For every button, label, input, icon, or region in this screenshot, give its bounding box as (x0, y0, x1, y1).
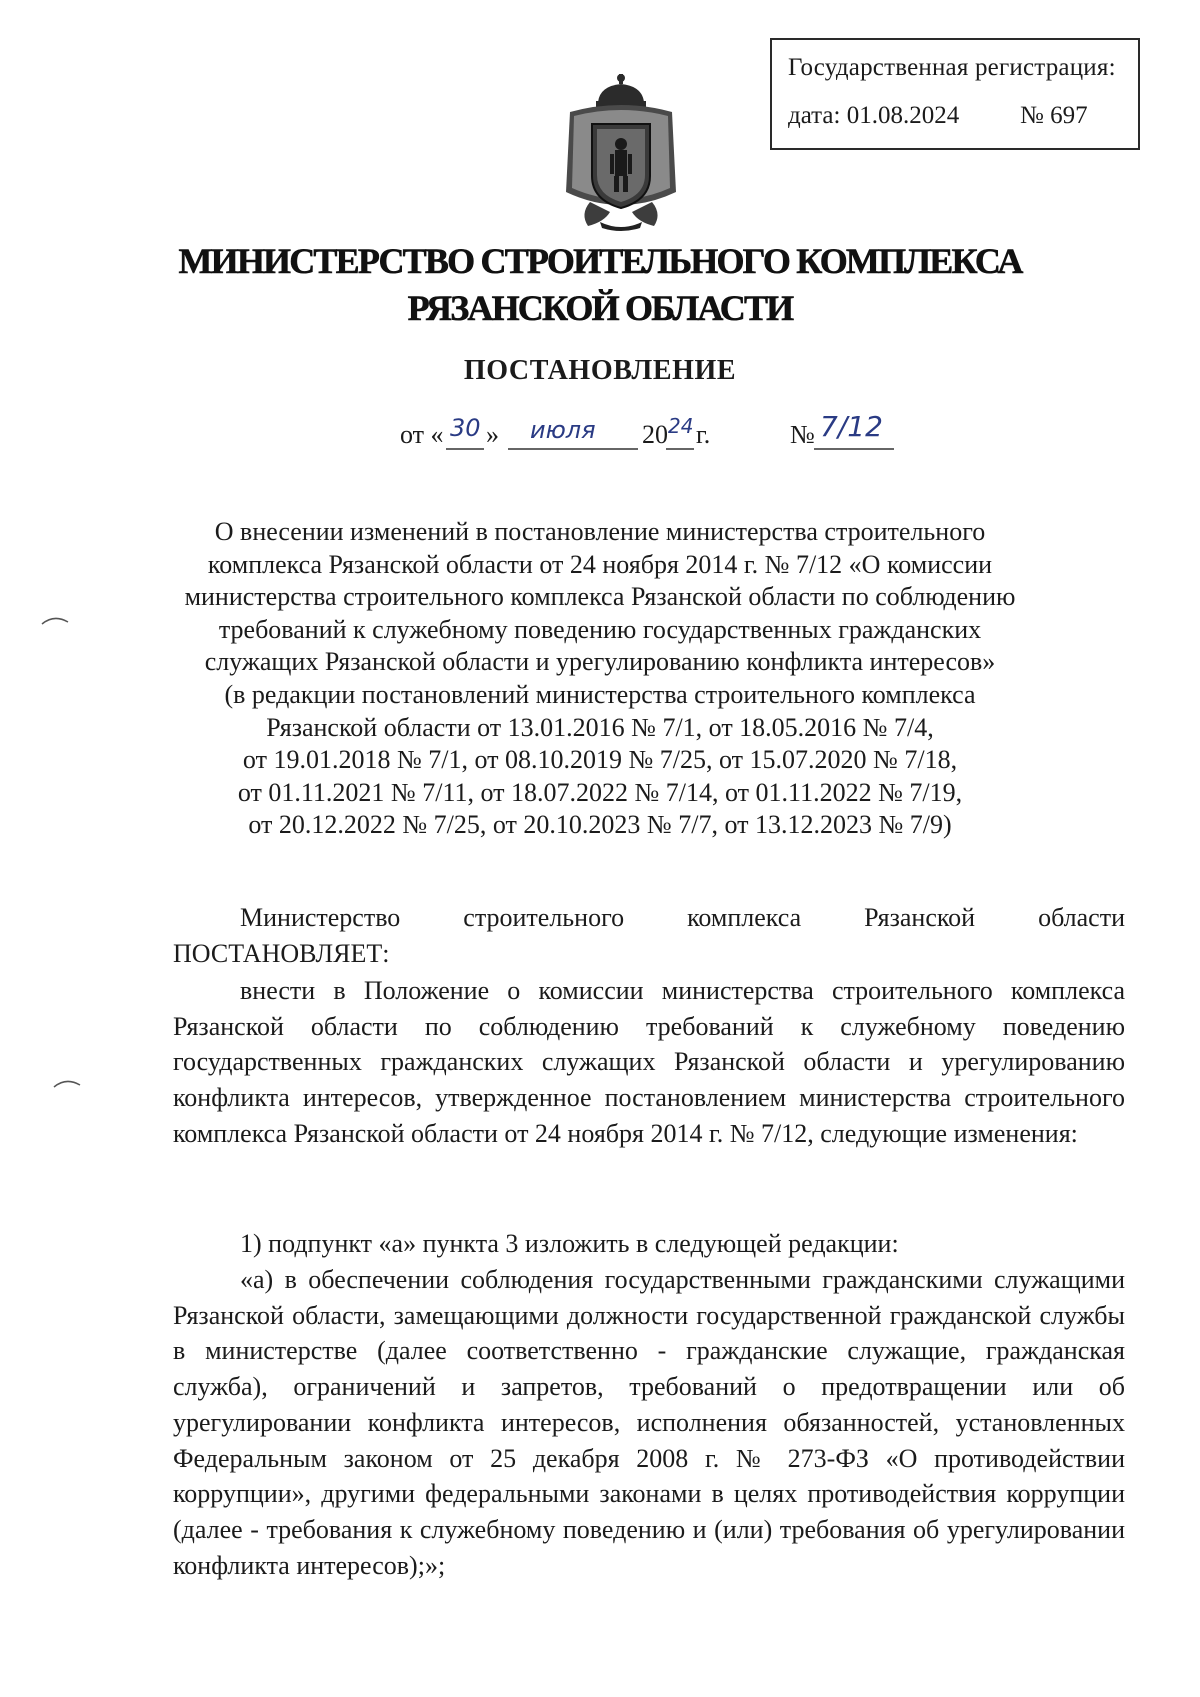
title-line: от 20.12.2022 № 7/25, от 20.10.2023 № 7/7, от 13.12.2023 № 7/9) (248, 810, 952, 840)
title-line: служащих Рязанской области и урегулированию конфликта интересов» (204, 647, 996, 677)
title-line: Рязанской области от 13.01.2016 № 7/1, от 18.05.2016 № 7/4, (266, 712, 934, 742)
day-underline (446, 448, 484, 451)
registration-stamp (770, 38, 1140, 150)
intro-paragraph-block (173, 973, 1125, 1152)
year-prefix: 20 (642, 420, 668, 449)
date-number-line (400, 410, 920, 470)
scan-mark-icon (40, 612, 70, 626)
document-title (170, 516, 1030, 842)
year-underline (666, 448, 694, 451)
document-number: 7/12 (820, 410, 883, 443)
decree-intro: Министерство строительного комплекса Рязанской области (240, 903, 1125, 932)
month-underline (508, 448, 638, 451)
date-close-quote: » (486, 420, 499, 449)
title-line: министерства строительного комплекса Рязанской области по соблюдению (184, 582, 1016, 612)
intro-paragraph: внести в Положение о комиссии министерства строительного комплекса Рязанской области по соблюдению требований к служебному поведению государственных гражданских служащих Рязанской области и урегулированию конфликта интересов, утвержденное постановлением министерства строительного комплекса Рязанской области от 24 ноября 2014 г. № 7/12, следующие изменения: (173, 976, 1125, 1148)
decree-word: ПОСТАНОВЛЯЕТ: (173, 939, 390, 968)
registration-title: Государственная регистрация: (788, 54, 1116, 81)
date-month: июля (530, 416, 596, 444)
item1-text-block (173, 1262, 1125, 1583)
scan-mark-icon (52, 1075, 82, 1089)
title-line: О внесении изменений в постановление министерства строительного (214, 517, 986, 546)
item1-heading: 1) подпункт «а» пункта 3 изложить в следующей редакции: (240, 1229, 899, 1258)
decree-intro-line (173, 900, 1125, 936)
registration-number: № 697 (1020, 102, 1088, 129)
registration-date: дата: 01.08.2024 (788, 102, 960, 129)
title-line: комплекса Рязанской области от 24 ноября 2014 г. № 7/12 «О комиссии (207, 549, 993, 579)
year-suffix: 24 (668, 414, 694, 438)
item1-text: «а) в обеспечении соблюдения государственными гражданскими служащими Рязанской области, замещающими должности государственной гражданской службы в министерстве (далее соответственно - гражданские служащие, гражданская служба), ограничений и запретов, требований о предотвращении или об урегулировании конфликта интересов, исполнения обязанностей, установленных Федеральным законом от 25 декабря 2008 г. № 273-ФЗ «О противодействии коррупции», другими федеральными законами в целях противодействия коррупции (далее - требования к служебному поведению и (или) требования об урегулировании конфликта интересов);»; (173, 1265, 1125, 1580)
number-underline (814, 448, 894, 451)
ministry-name-line1: МИНИСТЕРСТВО СТРОИТЕЛЬНОГО КОМПЛЕКСА (178, 241, 1022, 281)
title-line: от 19.01.2018 № 7/1, от 08.10.2019 № 7/25, от 15.07.2020 № 7/18, (242, 745, 958, 775)
decree-word-block (173, 936, 1125, 972)
document-type: ПОСТАНОВЛЕНИЕ (463, 355, 737, 386)
date-day: 30 (450, 414, 481, 442)
title-line: (в редакции постановлений министерства строительного комплекса (224, 679, 976, 709)
date-prefix: от « (400, 420, 444, 449)
title-line: от 01.11.2021 № 7/11, от 18.07.2022 № 7/14, от 01.11.2022 № 7/19, (237, 777, 963, 807)
ministry-name-line2: РЯЗАНСКОЙ ОБЛАСТИ (407, 288, 793, 328)
number-label: № (790, 420, 815, 449)
year-g: г. (696, 420, 711, 449)
item1-heading-block (173, 1226, 1125, 1262)
coat-of-arms-icon (560, 72, 682, 232)
title-line: требований к служебному поведению государственных гражданских (218, 614, 982, 644)
